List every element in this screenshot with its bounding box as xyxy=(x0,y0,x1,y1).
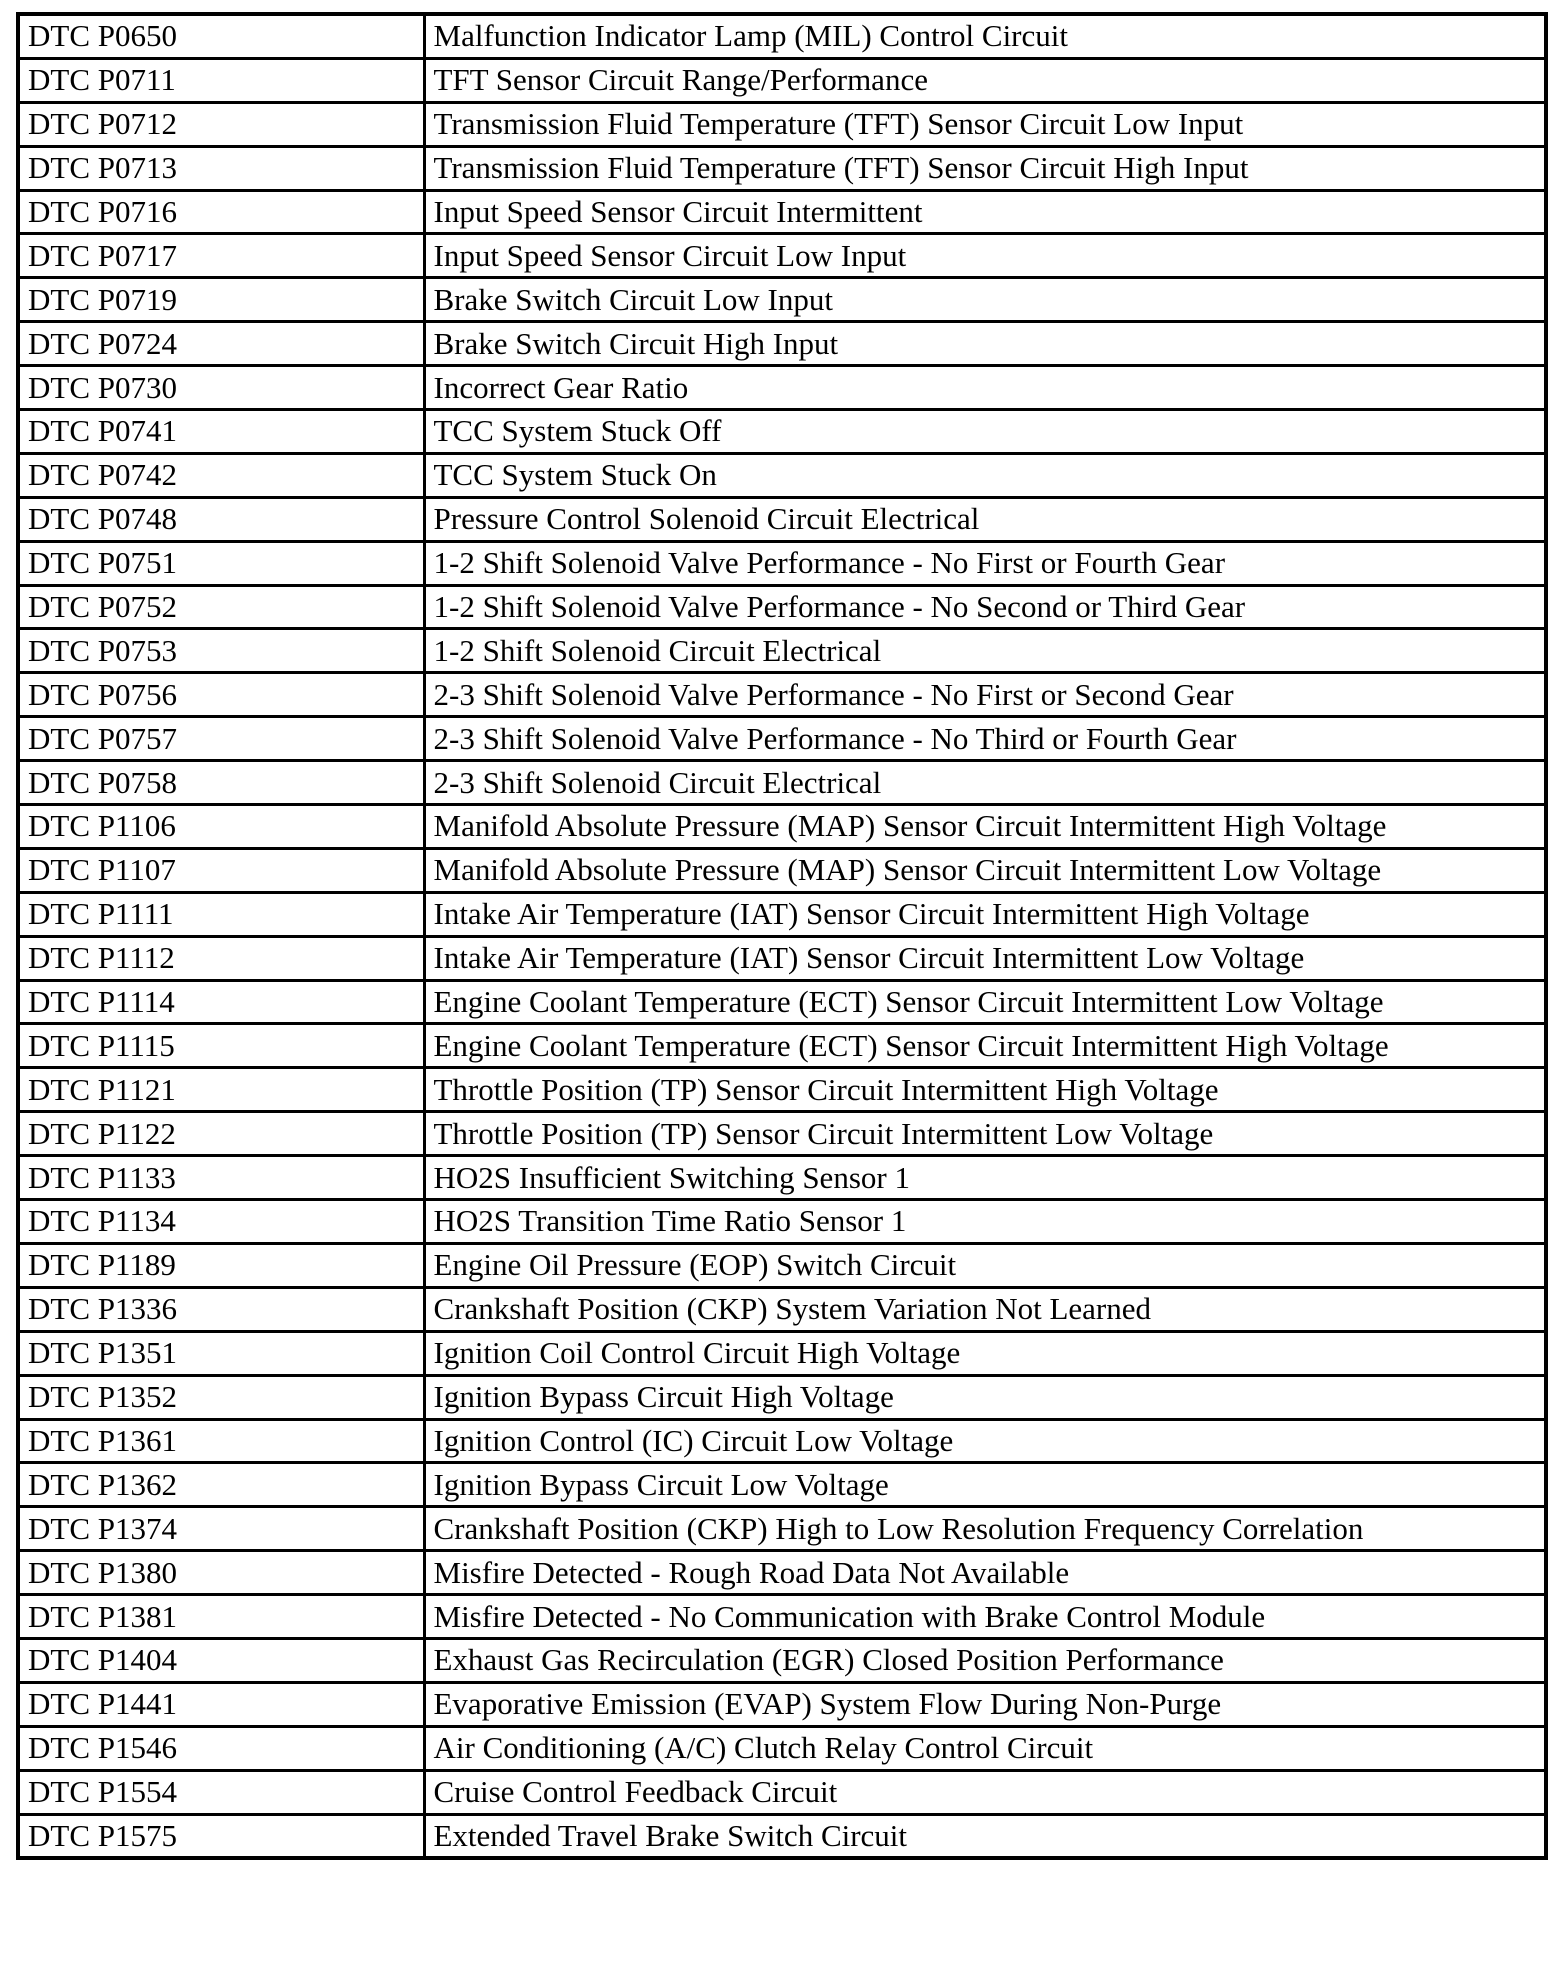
table-row xyxy=(18,848,1546,892)
table-row xyxy=(18,541,1546,585)
dtc-description-cell: HO2S Transition Time Ratio Sensor 1 xyxy=(424,1200,1546,1244)
table-row xyxy=(18,805,1546,849)
dtc-code-cell: DTC P1362 xyxy=(18,1463,424,1507)
dtc-description-cell: Crankshaft Position (CKP) System Variation Not Learned xyxy=(424,1287,1546,1331)
table-row xyxy=(18,1068,1546,1112)
dtc-description-cell: Input Speed Sensor Circuit Intermittent xyxy=(424,190,1546,234)
dtc-code-cell: DTC P0753 xyxy=(18,629,424,673)
dtc-description-cell: Ignition Coil Control Circuit High Voltage xyxy=(424,1331,1546,1375)
table-row xyxy=(18,1287,1546,1331)
table-row xyxy=(18,14,1546,58)
table-row xyxy=(18,102,1546,146)
dtc-code-cell: DTC P0713 xyxy=(18,146,424,190)
dtc-code-cell: DTC P1380 xyxy=(18,1551,424,1595)
table-row xyxy=(18,1331,1546,1375)
dtc-code-cell: DTC P1112 xyxy=(18,936,424,980)
dtc-code-cell: DTC P0748 xyxy=(18,497,424,541)
table-row xyxy=(18,58,1546,102)
dtc-description-cell: Brake Switch Circuit High Input xyxy=(424,322,1546,366)
dtc-code-cell: DTC P0711 xyxy=(18,58,424,102)
dtc-table-container xyxy=(16,12,1544,1860)
table-row xyxy=(18,234,1546,278)
dtc-code-cell: DTC P1122 xyxy=(18,1112,424,1156)
table-row xyxy=(18,1507,1546,1551)
dtc-code-cell: DTC P0756 xyxy=(18,673,424,717)
table-row xyxy=(18,761,1546,805)
dtc-code-cell: DTC P0741 xyxy=(18,410,424,454)
dtc-code-cell: DTC P1554 xyxy=(18,1770,424,1814)
table-row xyxy=(18,1551,1546,1595)
table-row xyxy=(18,497,1546,541)
dtc-code-cell: DTC P1111 xyxy=(18,892,424,936)
dtc-code-cell: DTC P0717 xyxy=(18,234,424,278)
table-row xyxy=(18,1375,1546,1419)
dtc-code-cell: DTC P1121 xyxy=(18,1068,424,1112)
dtc-description-cell: Evaporative Emission (EVAP) System Flow During Non-Purge xyxy=(424,1682,1546,1726)
dtc-description-cell: Exhaust Gas Recirculation (EGR) Closed Position Performance xyxy=(424,1638,1546,1682)
table-row xyxy=(18,673,1546,717)
dtc-code-cell: DTC P1361 xyxy=(18,1419,424,1463)
dtc-description-cell: Extended Travel Brake Switch Circuit xyxy=(424,1814,1546,1858)
dtc-description-cell: 2-3 Shift Solenoid Valve Performance - No First or Second Gear xyxy=(424,673,1546,717)
dtc-description-cell: Transmission Fluid Temperature (TFT) Sensor Circuit High Input xyxy=(424,146,1546,190)
dtc-description-cell: Throttle Position (TP) Sensor Circuit Intermittent High Voltage xyxy=(424,1068,1546,1112)
dtc-code-cell: DTC P0757 xyxy=(18,717,424,761)
dtc-code-cell: DTC P0751 xyxy=(18,541,424,585)
dtc-code-cell: DTC P0742 xyxy=(18,453,424,497)
table-row xyxy=(18,453,1546,497)
table-row xyxy=(18,936,1546,980)
dtc-code-cell: DTC P0758 xyxy=(18,761,424,805)
dtc-code-cell: DTC P0730 xyxy=(18,366,424,410)
dtc-description-cell: Engine Coolant Temperature (ECT) Sensor Circuit Intermittent High Voltage xyxy=(424,1024,1546,1068)
dtc-description-cell: 2-3 Shift Solenoid Valve Performance - No Third or Fourth Gear xyxy=(424,717,1546,761)
table-row xyxy=(18,1024,1546,1068)
dtc-description-cell: Manifold Absolute Pressure (MAP) Sensor Circuit Intermittent High Voltage xyxy=(424,805,1546,849)
table-row xyxy=(18,366,1546,410)
dtc-code-cell: DTC P1107 xyxy=(18,848,424,892)
dtc-code-cell: DTC P1352 xyxy=(18,1375,424,1419)
dtc-code-cell: DTC P1404 xyxy=(18,1638,424,1682)
table-row xyxy=(18,1726,1546,1770)
table-row xyxy=(18,190,1546,234)
dtc-description-cell: Cruise Control Feedback Circuit xyxy=(424,1770,1546,1814)
dtc-description-cell: Intake Air Temperature (IAT) Sensor Circuit Intermittent Low Voltage xyxy=(424,936,1546,980)
table-row xyxy=(18,410,1546,454)
table-row xyxy=(18,1200,1546,1244)
table-row xyxy=(18,1638,1546,1682)
dtc-code-cell: DTC P0724 xyxy=(18,322,424,366)
dtc-description-cell: Transmission Fluid Temperature (TFT) Sensor Circuit Low Input xyxy=(424,102,1546,146)
dtc-description-cell: HO2S Insufficient Switching Sensor 1 xyxy=(424,1156,1546,1200)
dtc-table xyxy=(16,12,1548,1860)
table-row xyxy=(18,980,1546,1024)
table-row xyxy=(18,322,1546,366)
dtc-table-body xyxy=(18,14,1546,1858)
dtc-description-cell: TFT Sensor Circuit Range/Performance xyxy=(424,58,1546,102)
dtc-description-cell: Intake Air Temperature (IAT) Sensor Circuit Intermittent High Voltage xyxy=(424,892,1546,936)
table-row xyxy=(18,1112,1546,1156)
dtc-code-cell: DTC P1441 xyxy=(18,1682,424,1726)
dtc-code-cell: DTC P1115 xyxy=(18,1024,424,1068)
dtc-code-cell: DTC P1133 xyxy=(18,1156,424,1200)
table-row xyxy=(18,1814,1546,1858)
table-row xyxy=(18,629,1546,673)
table-row xyxy=(18,1243,1546,1287)
table-row xyxy=(18,1419,1546,1463)
dtc-description-cell: Manifold Absolute Pressure (MAP) Sensor Circuit Intermittent Low Voltage xyxy=(424,848,1546,892)
dtc-description-cell: 2-3 Shift Solenoid Circuit Electrical xyxy=(424,761,1546,805)
dtc-description-cell: 1-2 Shift Solenoid Valve Performance - No First or Fourth Gear xyxy=(424,541,1546,585)
dtc-code-cell: DTC P1374 xyxy=(18,1507,424,1551)
dtc-code-cell: DTC P0719 xyxy=(18,278,424,322)
dtc-description-cell: Pressure Control Solenoid Circuit Electrical xyxy=(424,497,1546,541)
table-row xyxy=(18,146,1546,190)
dtc-description-cell: Air Conditioning (A/C) Clutch Relay Control Circuit xyxy=(424,1726,1546,1770)
table-row xyxy=(18,585,1546,629)
table-row xyxy=(18,1682,1546,1726)
table-row xyxy=(18,892,1546,936)
table-row xyxy=(18,278,1546,322)
dtc-description-cell: Ignition Control (IC) Circuit Low Voltage xyxy=(424,1419,1546,1463)
dtc-code-cell: DTC P1189 xyxy=(18,1243,424,1287)
table-row xyxy=(18,1156,1546,1200)
dtc-description-cell: TCC System Stuck Off xyxy=(424,410,1546,454)
dtc-code-cell: DTC P1336 xyxy=(18,1287,424,1331)
table-row xyxy=(18,717,1546,761)
table-row xyxy=(18,1595,1546,1639)
dtc-description-cell: Misfire Detected - No Communication with Brake Control Module xyxy=(424,1595,1546,1639)
dtc-description-cell: Engine Coolant Temperature (ECT) Sensor Circuit Intermittent Low Voltage xyxy=(424,980,1546,1024)
dtc-description-cell: 1-2 Shift Solenoid Circuit Electrical xyxy=(424,629,1546,673)
dtc-code-cell: DTC P0712 xyxy=(18,102,424,146)
dtc-code-cell: DTC P1351 xyxy=(18,1331,424,1375)
table-row xyxy=(18,1463,1546,1507)
dtc-code-cell: DTC P0716 xyxy=(18,190,424,234)
dtc-description-cell: Engine Oil Pressure (EOP) Switch Circuit xyxy=(424,1243,1546,1287)
dtc-description-cell: Malfunction Indicator Lamp (MIL) Control Circuit xyxy=(424,14,1546,58)
dtc-code-cell: DTC P1114 xyxy=(18,980,424,1024)
dtc-description-cell: Incorrect Gear Ratio xyxy=(424,366,1546,410)
dtc-code-cell: DTC P1381 xyxy=(18,1595,424,1639)
dtc-description-cell: Misfire Detected - Rough Road Data Not Available xyxy=(424,1551,1546,1595)
dtc-description-cell: Ignition Bypass Circuit High Voltage xyxy=(424,1375,1546,1419)
dtc-code-cell: DTC P0650 xyxy=(18,14,424,58)
dtc-description-cell: TCC System Stuck On xyxy=(424,453,1546,497)
dtc-code-cell: DTC P0752 xyxy=(18,585,424,629)
dtc-code-cell: DTC P1106 xyxy=(18,805,424,849)
dtc-description-cell: 1-2 Shift Solenoid Valve Performance - No Second or Third Gear xyxy=(424,585,1546,629)
dtc-description-cell: Input Speed Sensor Circuit Low Input xyxy=(424,234,1546,278)
dtc-code-cell: DTC P1134 xyxy=(18,1200,424,1244)
dtc-description-cell: Brake Switch Circuit Low Input xyxy=(424,278,1546,322)
table-row xyxy=(18,1770,1546,1814)
dtc-code-cell: DTC P1546 xyxy=(18,1726,424,1770)
dtc-description-cell: Throttle Position (TP) Sensor Circuit Intermittent Low Voltage xyxy=(424,1112,1546,1156)
dtc-code-cell: DTC P1575 xyxy=(18,1814,424,1858)
dtc-description-cell: Crankshaft Position (CKP) High to Low Resolution Frequency Correlation xyxy=(424,1507,1546,1551)
dtc-description-cell: Ignition Bypass Circuit Low Voltage xyxy=(424,1463,1546,1507)
